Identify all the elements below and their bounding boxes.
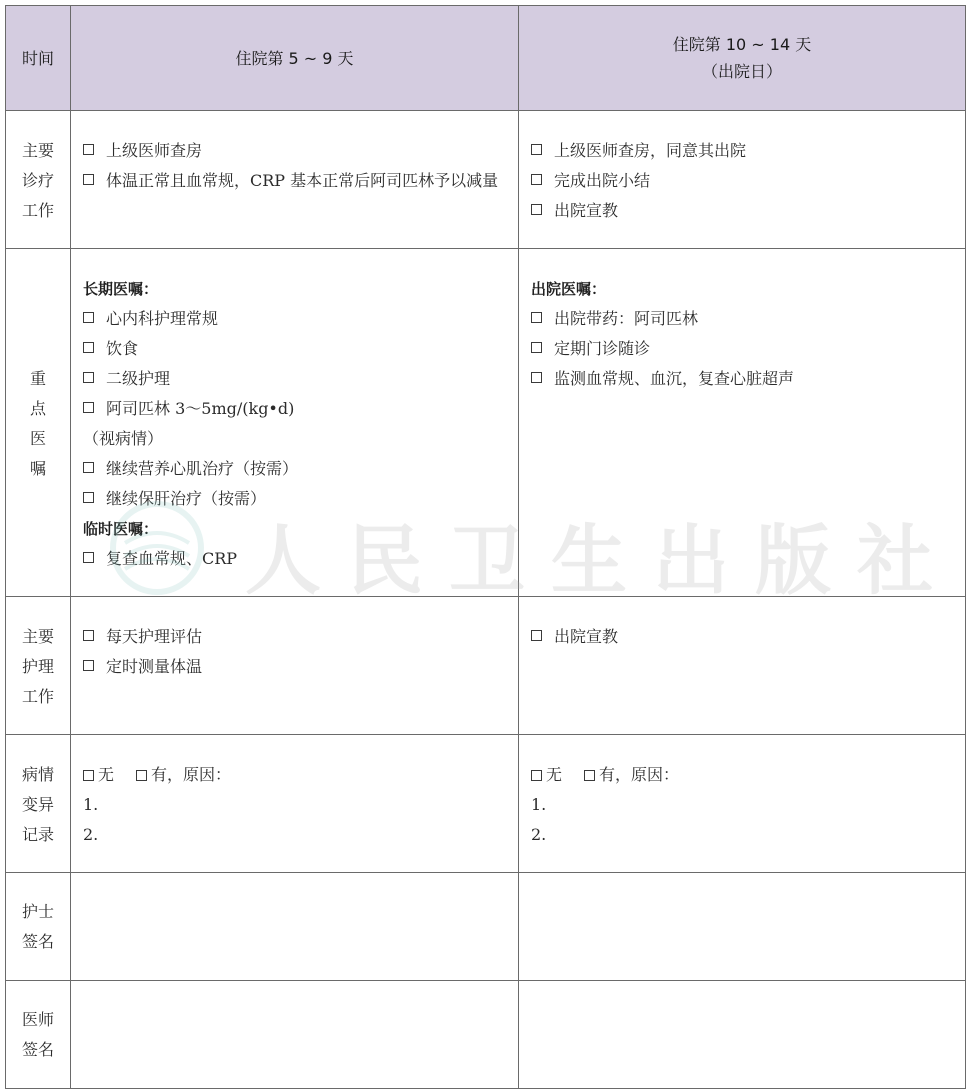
checkbox[interactable] bbox=[531, 312, 542, 323]
checklist-item bbox=[83, 136, 508, 166]
doctor-signature-field-right[interactable] bbox=[519, 981, 966, 1089]
checklist-item bbox=[83, 334, 508, 364]
variance-left-cell bbox=[71, 735, 519, 873]
variance-option-yes[interactable] bbox=[136, 760, 231, 790]
doctor-signature-row bbox=[6, 981, 966, 1089]
long-term-orders-heading: 长期医嘱： bbox=[83, 280, 159, 298]
label-line: 主要 bbox=[21, 627, 54, 646]
checkbox[interactable] bbox=[83, 552, 94, 563]
header-day-10-14-title: 住院第 10 ~ 14 天 bbox=[672, 35, 812, 54]
checklist-item-label: 完成出院小结 bbox=[554, 171, 651, 190]
checkbox[interactable] bbox=[83, 630, 94, 641]
doctor-signature-label bbox=[6, 981, 71, 1089]
nurse-signature-field-right[interactable] bbox=[519, 873, 966, 981]
checklist-item bbox=[531, 364, 955, 394]
variance-option-yes-label: 有，原因： bbox=[599, 765, 680, 784]
watermark-text: 人民卫生出版社 bbox=[245, 516, 959, 605]
checklist-item-label: 二级护理 bbox=[106, 369, 171, 388]
checklist-item bbox=[531, 304, 955, 334]
nursing-left-cell bbox=[71, 597, 519, 735]
label-line: 重 bbox=[29, 369, 46, 388]
checklist-item bbox=[83, 652, 508, 682]
orders-right-cell bbox=[519, 249, 966, 597]
clinical-pathway-table-sheet bbox=[5, 5, 965, 1087]
checklist-item-label: 每天护理评估 bbox=[106, 627, 203, 646]
label-line: 诊疗 bbox=[21, 171, 54, 190]
label-line: 变异 bbox=[21, 795, 54, 814]
orders-row bbox=[6, 249, 966, 597]
checklist-item bbox=[531, 334, 955, 364]
checklist-item-label: 上级医师查房 bbox=[106, 141, 203, 160]
discharge-orders-heading: 出院医嘱： bbox=[531, 280, 607, 298]
checkbox[interactable] bbox=[531, 342, 542, 353]
variance-option-none-label: 无 bbox=[546, 765, 563, 784]
variance-option-none-label: 无 bbox=[98, 765, 115, 784]
variance-row bbox=[6, 735, 966, 873]
checkbox[interactable] bbox=[136, 770, 147, 781]
checklist-item bbox=[83, 166, 508, 196]
diagnosis-left-cell bbox=[71, 111, 519, 249]
variance-line-2[interactable]: 2. bbox=[83, 825, 99, 844]
checklist-item bbox=[83, 364, 508, 394]
variance-right-cell bbox=[519, 735, 966, 873]
checklist-item bbox=[531, 136, 955, 166]
checkbox[interactable] bbox=[83, 372, 94, 383]
doctor-signature-field-left[interactable] bbox=[71, 981, 519, 1089]
variance-options bbox=[531, 760, 955, 790]
checkbox[interactable] bbox=[83, 770, 94, 781]
checkbox[interactable] bbox=[83, 492, 94, 503]
checklist-item-label: 出院宣教 bbox=[554, 201, 619, 220]
checkbox[interactable] bbox=[83, 312, 94, 323]
checkbox[interactable] bbox=[531, 174, 542, 185]
checkbox[interactable] bbox=[83, 342, 94, 353]
checkbox[interactable] bbox=[584, 770, 595, 781]
variance-option-yes[interactable] bbox=[584, 760, 679, 790]
label-line: 医 bbox=[29, 429, 46, 448]
label-line: 嘱 bbox=[29, 459, 46, 478]
header-day-10-14 bbox=[519, 6, 966, 111]
checklist-item bbox=[83, 394, 508, 424]
label-line: 主要 bbox=[21, 141, 54, 160]
header-row bbox=[6, 6, 966, 111]
diagnosis-right-cell bbox=[519, 111, 966, 249]
checkbox[interactable] bbox=[531, 770, 542, 781]
variance-line-2[interactable]: 2. bbox=[531, 825, 547, 844]
checklist-item-label: 出院带药：阿司匹林 bbox=[554, 309, 699, 328]
label-line: 签名 bbox=[21, 1040, 54, 1059]
checklist-item bbox=[531, 166, 955, 196]
header-time: 时间 bbox=[6, 6, 71, 111]
clinical-pathway-table bbox=[5, 5, 966, 1089]
variance-option-yes-label: 有，原因： bbox=[151, 765, 232, 784]
label-line: 工作 bbox=[21, 201, 54, 220]
checklist-item bbox=[531, 196, 955, 226]
variance-options bbox=[83, 760, 508, 790]
variance-line-1[interactable]: 1. bbox=[531, 795, 547, 814]
nursing-row-label bbox=[6, 597, 71, 735]
checkbox[interactable] bbox=[531, 372, 542, 383]
nurse-signature-label bbox=[6, 873, 71, 981]
checklist-item-label: 出院宣教 bbox=[554, 627, 619, 646]
checklist-item bbox=[83, 484, 508, 514]
label-line: 记录 bbox=[21, 825, 54, 844]
checklist-item bbox=[83, 544, 508, 574]
checkbox[interactable] bbox=[83, 462, 94, 473]
header-day-5-9: 住院第 5 ~ 9 天 bbox=[71, 6, 519, 111]
checklist-item-label: 复查血常规、CRP bbox=[106, 549, 238, 568]
label-line: 点 bbox=[29, 399, 46, 418]
checkbox[interactable] bbox=[83, 402, 94, 413]
checklist-item bbox=[83, 454, 508, 484]
checkbox[interactable] bbox=[83, 174, 94, 185]
checklist-item-label: 定期门诊随诊 bbox=[554, 339, 651, 358]
variance-row-label bbox=[6, 735, 71, 873]
variance-option-none[interactable] bbox=[531, 760, 562, 790]
orders-left-cell bbox=[71, 249, 519, 597]
nursing-row bbox=[6, 597, 966, 735]
label-line: 工作 bbox=[21, 687, 54, 706]
checklist-item-label: 上级医师查房，同意其出院 bbox=[554, 141, 747, 160]
label-line: 签名 bbox=[21, 932, 54, 951]
temporary-orders-heading: 临时医嘱： bbox=[83, 520, 159, 538]
checklist-item-label: 体温正常且血常规，CRP 基本正常后阿司匹林予以减量 bbox=[106, 171, 499, 190]
checkbox[interactable] bbox=[531, 144, 542, 155]
checklist-item-label: 监测血常规、血沉，复查心脏超声 bbox=[554, 369, 795, 388]
label-line: 护士 bbox=[21, 902, 54, 921]
checkbox[interactable] bbox=[83, 660, 94, 671]
checkbox[interactable] bbox=[83, 144, 94, 155]
header-discharge-day: （出院日） bbox=[701, 62, 782, 81]
checklist-item bbox=[83, 304, 508, 334]
checklist-item-label: 定时测量体温 bbox=[106, 657, 203, 676]
checkbox[interactable] bbox=[531, 630, 542, 641]
checklist-item bbox=[83, 622, 508, 652]
diagnosis-row bbox=[6, 111, 966, 249]
checklist-item-label: 饮食 bbox=[106, 339, 139, 358]
variance-line-1[interactable]: 1. bbox=[83, 795, 99, 814]
checkbox[interactable] bbox=[531, 204, 542, 215]
checklist-item-label: 继续保肝治疗（按需） bbox=[106, 489, 267, 508]
nursing-right-cell bbox=[519, 597, 966, 735]
nurse-signature-row bbox=[6, 873, 966, 981]
label-line: 病情 bbox=[21, 765, 54, 784]
checklist-item-label: 心内科护理常规 bbox=[106, 309, 219, 328]
checklist-item-label: 阿司匹林 3～5mg/(kg•d) bbox=[106, 399, 295, 418]
checklist-item bbox=[531, 622, 955, 652]
checklist-item-label: 继续营养心肌治疗（按需） bbox=[106, 459, 299, 478]
dosage-note: （视病情） bbox=[83, 429, 164, 448]
nurse-signature-field-left[interactable] bbox=[71, 873, 519, 981]
variance-option-none[interactable] bbox=[83, 760, 114, 790]
label-line: 医师 bbox=[21, 1010, 54, 1029]
label-line: 护理 bbox=[21, 657, 54, 676]
diagnosis-row-label bbox=[6, 111, 71, 249]
orders-row-label bbox=[6, 249, 71, 597]
